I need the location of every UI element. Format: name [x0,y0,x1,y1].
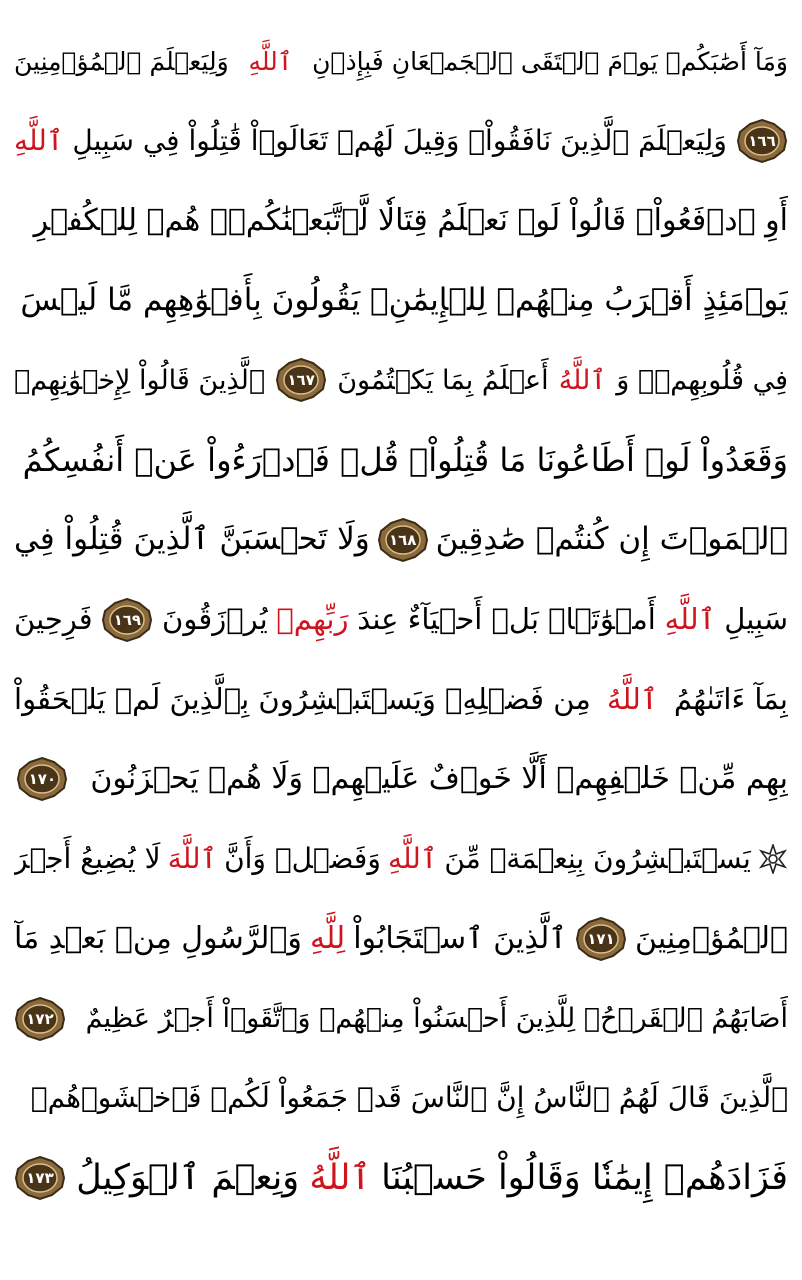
divine-name-word: رَبِّهِمۡ [276,602,349,637]
verse-text: يَسۡتَبۡشِرُونَ بِنِعۡمَةٖ مِّنَ [444,842,751,875]
verse-text: وَلِيَعۡلَمَ ٱلۡمُؤۡمِنِينَ [14,46,229,76]
verse-text: أَوِ ٱدۡفَعُواْۖ قَالُواْ لَوۡ نَعۡلَمُ قِتَالٗا لَّٱتَّبَعۡنَٰكُمۡۗ هُمۡ لِلۡكُفۡرِ [33,202,788,238]
text-line [14,581,788,659]
text-line [14,1139,788,1217]
verse-text: ٱلَّذِينَ قَالَ لَهُمُ ٱلنَّاسُ إِنَّ ٱلنَّاسَ قَدۡ جَمَعُواْ لَكُمۡ فَٱخۡشَوۡهُمۡ [30,1081,788,1115]
text-line [14,261,788,339]
verse-number: ١٦٦ [748,131,776,150]
text-line [14,501,788,579]
divine-name-word: ٱللَّهَ [167,842,217,875]
text-line [14,660,788,738]
verse-text: وَقَعَدُواْ لَوۡ أَطَاعُونَا مَا قُتِلُواْۗ قُلۡ فَٱدۡرَءُواْ عَنۡ أَنفُسِكُمُ [22,441,788,479]
verse-text: ٱلَّذِينَ قَالُواْ لِإِخۡوَٰنِهِمۡ [14,364,266,396]
verse-text: أَصَابَهُمُ ٱلۡقَرۡحُۚ لِلَّذِينَ أَحۡسَنُواْ مِنۡهُمۡ وَٱتَّقَوۡاْ أَجۡرٌ عَظِيمٌ [85,1003,788,1035]
text-line [14,182,788,260]
verse-number: ١٧١ [587,929,615,948]
verse-end-marker [377,517,429,563]
verse-text: ٱلَّذِينَ ٱسۡتَجَابُواْ [353,920,567,956]
verse-end-marker [101,597,153,643]
divine-name-word: ٱللَّهُ [558,364,607,396]
text-line [14,820,788,898]
verse-text: لَا يُضِيعُ أَجۡرَ [14,842,161,875]
verse-number: ١٦٧ [287,371,315,390]
text-line [14,102,788,180]
verse-text: سَبِيلِ [724,602,788,637]
verse-end-marker [575,916,627,962]
verse-end-marker [275,357,327,403]
verse-number: ١٦٩ [113,610,142,629]
verse-text: وَفَضۡلٖ وَأَنَّ [224,842,381,875]
verse-text: مِن فَضۡلِهِۦ وَيَسۡتَبۡشِرُونَ بِٱلَّذِينَ لَمۡ يَلۡحَقُواْ [14,681,591,716]
verse-number: ١٧٠ [28,770,57,789]
verse-text: فَزَادَهُمۡ إِيمَٰنٗا وَقَالُواْ حَسۡبُنَا [381,1157,788,1198]
verse-text: يَوۡمَئِذٍ أَقۡرَبُ مِنۡهُمۡ لِلۡإِيمَٰنِۚ يَقُولُونَ بِأَفۡوَٰهِهِم مَّا لَيۡسَ [20,281,788,318]
verse-number: ١٦٨ [388,530,417,549]
verse-text: أَعۡلَمُ بِمَا يَكۡتُمُونَ [337,364,549,396]
text-line [14,740,788,818]
verse-end-marker [736,118,788,164]
verse-text: ٱلۡمُؤۡمِنِينَ [634,920,788,956]
verse-text: بِمَآ ءَاتَىٰهُمُ [673,681,788,716]
rub-hizb-star-icon [758,844,788,874]
text-line [14,22,788,100]
text-line [14,980,788,1058]
verse-text: وَنِعۡمَ ٱلۡوَكِيلُ [76,1157,300,1198]
verse-text: بِهِم مِّنۡ خَلۡفِهِمۡ أَلَّا خَوۡفٌ عَلَيۡهِمۡ وَلَا هُمۡ يَحۡزَنُونَ [90,761,788,797]
verse-text: يُرۡزَقُونَ [162,602,268,637]
verse-end-marker [16,756,68,802]
divine-name-word: ٱللَّهِ [388,842,438,875]
verse-number: ١٧٣ [26,1169,54,1188]
verse-text: وَلَا تَحۡسَبَنَّ ٱلَّذِينَ قُتِلُواْ فِي [14,521,370,558]
verse-text: فِي قُلُوبِهِمۡۗ وَ [616,364,788,396]
divine-name-word: ٱللَّهُ [309,1157,371,1198]
verse-text: وَلِيَعۡلَمَ ٱلَّذِينَ نَافَقُواْۚ وَقِيلَ لَهُمۡ تَعَالَوۡاْ قَٰتِلُواْ فِي سَبِيلِ [72,123,727,157]
divine-name-word: ٱللَّهِ [664,602,716,637]
verse-text: وَمَآ أَصَٰبَكُمۡ يَوۡمَ ٱلۡتَقَى ٱلۡجَمۡعَانِ فَبِإِذۡنِ [312,46,788,76]
divine-name-word: لِلَّهِ [309,920,346,956]
text-line [14,421,788,499]
text-line [14,1059,788,1137]
divine-name-word: ٱللَّهِ [248,46,293,76]
verse-number: ١٧٢ [26,1009,54,1028]
text-line [14,341,788,419]
verse-text: فَرِحِينَ [14,602,93,637]
verse-end-marker [14,1155,66,1201]
verse-end-marker [14,996,66,1042]
verse-text: وَٱلرَّسُولِ مِنۢ بَعۡدِ مَآ [14,920,302,956]
divine-name-word: ٱللَّهُ [606,681,658,716]
text-line [14,900,788,978]
verse-text: أَمۡوَٰتَۢاۚ بَلۡ أَحۡيَآءٌ عِندَ [357,602,656,637]
verse-text: ٱلۡمَوۡتَ إِن كُنتُمۡ صَٰدِقِينَ [435,521,788,558]
divine-name-word: ٱللَّهِ [14,123,64,157]
